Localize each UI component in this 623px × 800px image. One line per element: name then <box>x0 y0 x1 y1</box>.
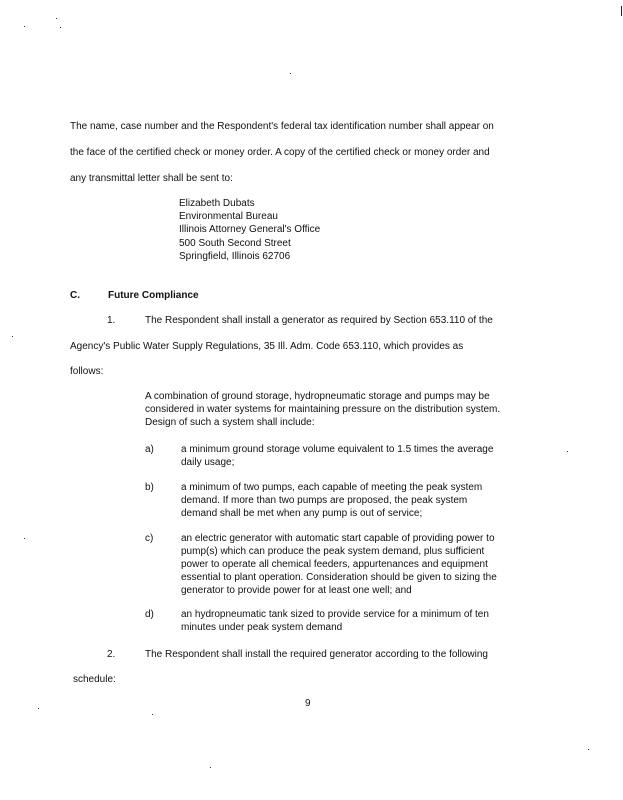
quote-item-line: demand shall be met when any pump is out of service; <box>181 508 423 519</box>
scan-speck <box>24 538 25 539</box>
quote-item-line: minutes under peak system demand <box>181 622 343 633</box>
scan-speck <box>12 336 13 337</box>
quote-item-line: an electric generator with automatic start capable of providing power to <box>181 533 495 544</box>
scan-speck <box>60 27 61 28</box>
address-line: Environmental Bureau <box>179 211 278 222</box>
scan-speck <box>56 18 57 19</box>
scan-speck <box>24 26 25 27</box>
intro-line-1: The name, case number and the Respondent's federal tax identification number shall appear on <box>70 121 494 132</box>
quote-item-label: d) <box>145 609 154 620</box>
scan-speck <box>38 708 39 709</box>
intro-line-2: the face of the certified check or money order. A copy of the certified check or money order and <box>70 147 490 158</box>
quote-item-line: a minimum ground storage volume equivalent to 1.5 times the average <box>181 444 494 455</box>
address-line: Elizabeth Dubats <box>179 198 255 209</box>
page-number: 9 <box>305 698 311 709</box>
address-line: Springfield, Illinois 62706 <box>179 251 291 262</box>
quote-item-line: essential to plant operation. Consideration should be given to sizing the <box>181 572 497 583</box>
quote-item-line: pump(s) which can produce the peak system demand, plus sufficient <box>181 546 485 557</box>
quote-item-line: power to operate all chemical feeders, appurtenances and equipment <box>181 559 488 570</box>
scan-speck <box>588 749 589 750</box>
address-line: Illinois Attorney General's Office <box>179 224 321 235</box>
scan-speck <box>210 767 211 768</box>
quote-item-label: a) <box>145 444 154 455</box>
quote-item-label: c) <box>145 533 154 544</box>
scan-speck <box>152 714 153 715</box>
quote-intro-line: considered in water systems for maintaining pressure on the distribution system. <box>145 404 501 415</box>
section-heading: Future Compliance <box>108 290 199 301</box>
scan-speck <box>290 73 291 74</box>
item-1-number: 1. <box>107 315 116 326</box>
quote-item-line: generator to provide power for at least one well; and <box>181 585 412 596</box>
item-2-line-2: schedule: <box>73 674 116 685</box>
item-2-line-1: The Respondent shall install the required generator according to the following <box>145 649 488 660</box>
quote-item-line: demand. If more than two pumps are proposed, the peak system <box>181 495 468 506</box>
item-1-line-2: Agency's Public Water Supply Regulations, 35 Ill. Adm. Code 653.110, which provides as <box>70 341 464 352</box>
quote-item-line: daily usage; <box>181 457 235 468</box>
item-2-number: 2. <box>107 649 116 660</box>
address-line: 500 South Second Street <box>179 238 291 249</box>
quote-item-line: an hydropneumatic tank sized to provide service for a minimum of ten <box>181 609 489 620</box>
scan-speck <box>567 451 568 452</box>
item-1-line-1: The Respondent shall install a generator as required by Section 653.110 of the <box>145 315 493 326</box>
scan-edge-mark <box>621 6 622 16</box>
quote-item-line: a minimum of two pumps, each capable of meeting the peak system <box>181 482 483 493</box>
quote-intro-line: Design of such a system shall include: <box>145 417 315 428</box>
section-letter: C. <box>70 290 80 301</box>
intro-line-3: any transmittal letter shall be sent to: <box>70 173 233 184</box>
item-1-line-3: follows: <box>70 366 104 377</box>
quote-item-label: b) <box>145 482 154 493</box>
quote-intro-line: A combination of ground storage, hydropneumatic storage and pumps may be <box>145 391 490 402</box>
